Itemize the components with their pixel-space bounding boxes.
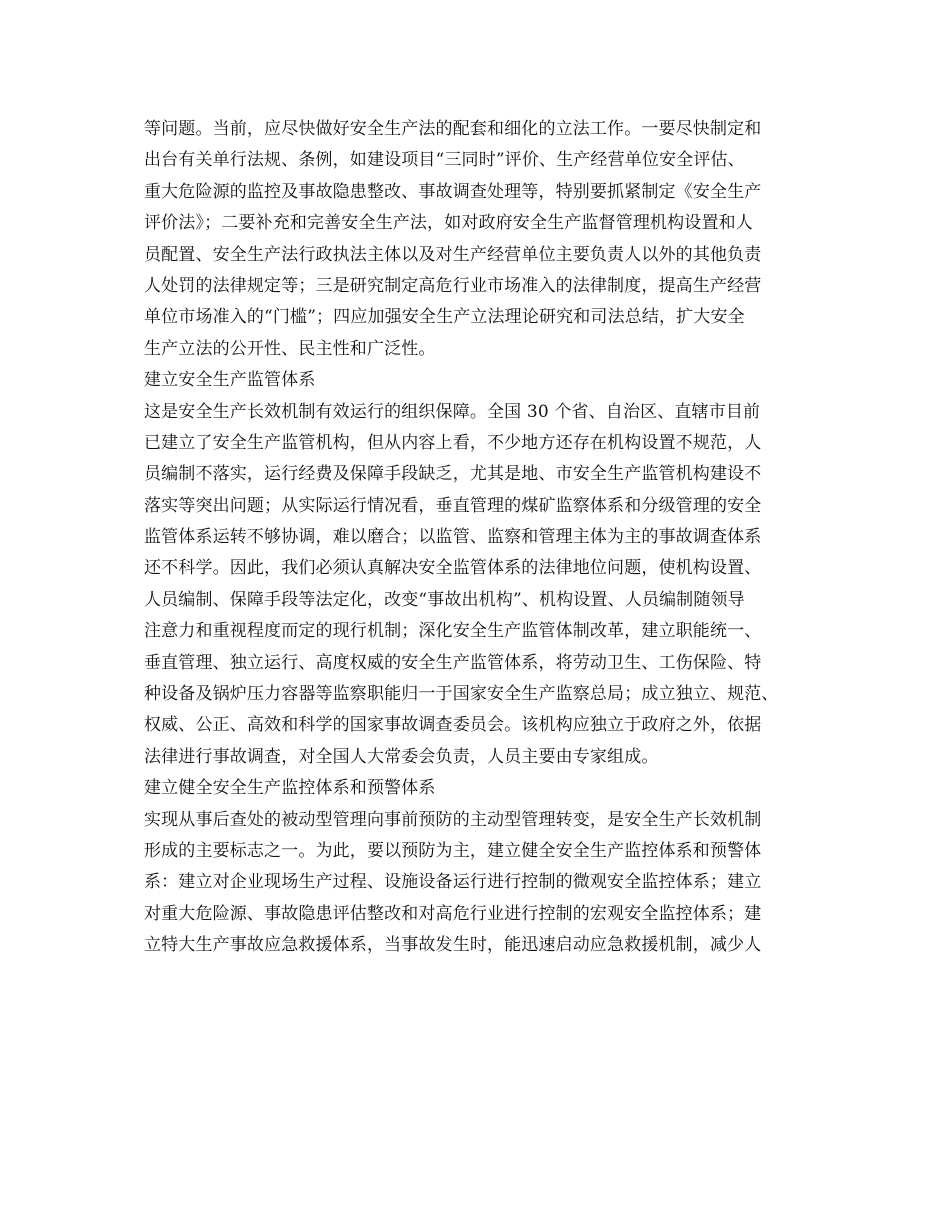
- text-line: 生产立法的公开性、民主性和广泛性。: [144, 338, 436, 359]
- document-body: [144, 114, 824, 962]
- text-line: 形成的主要标志之一。为此，要以预防为主，建立健全安全生产监控体系和预警体: [144, 840, 762, 861]
- section-heading: 建立健全安全生产监控体系和预警体系: [144, 778, 436, 799]
- text-line: 人员编制、保障手段等法定化，改变“事故出机构”、机构设置、人员编制随领导: [144, 589, 745, 610]
- text-line: 落实等突出问题；从实际运行情况看，垂直管理的煤矿监察体系和分级管理的安全: [144, 495, 762, 516]
- text-line: 权威、公正、高效和科学的国家事故调查委员会。该机构应独立于政府之外，依据: [144, 715, 762, 736]
- text-line: 监管体系运转不够协调，难以磨合；以监管、监察和管理主体为主的事故调查体系: [144, 527, 762, 548]
- text-line: 单位市场准入的“门槛”；四应加强安全生产立法理论研究和司法总结，扩大安全: [144, 307, 745, 328]
- text-line: 员编制不落实，运行经费及保障手段缺乏，尤其是地、市安全生产监管机构建设不: [144, 464, 762, 485]
- text-line: 员配置、安全生产法行政执法主体以及对生产经营单位主要负责人以外的其他负责: [144, 244, 762, 265]
- text-line: 实现从事后查处的被动型管理向事前预防的主动型管理转变，是安全生产长效机制: [144, 809, 762, 830]
- text-line: 重大危险源的监控及事故隐患整改、事故调查处理等，特别要抓紧制定《安全生产: [144, 181, 762, 202]
- text-line: 还不科学。因此，我们必须认真解决安全监管体系的法律地位问题，使机构设置、: [144, 558, 762, 579]
- text-line: 已建立了安全生产监管机构，但从内容上看，不少地方还存在机构设置不规范，人: [144, 432, 762, 453]
- text-line: 等问题。当前，应尽快做好安全生产法的配套和细化的立法工作。一要尽快制定和: [144, 119, 762, 139]
- text-line: 法律进行事故调查，对全国人大常委会负责，人员主要由专家组成。: [144, 746, 659, 767]
- text-line: 这是安全生产长效机制有效运行的组织保障。全国 30 个省、自治区、直辖市目前: [144, 401, 761, 422]
- text-line: 出台有关单行法规、条例，如建设项目“三同时”评价、生产经营单位安全评估、: [144, 150, 745, 171]
- text-line: 注意力和重视程度而定的现行机制；深化安全生产监管体制改革，建立职能统一、: [144, 621, 762, 642]
- text-line: 立特大生产事故应急救援体系，当事故发生时，能迅速启动应急救援机制，减少人: [144, 935, 762, 956]
- text-line: 评价法》；二要补充和完善安全生产法，如对政府安全生产监督管理机构设置和人: [144, 213, 753, 234]
- text-line: 系：建立对企业现场生产过程、设施设备运行进行控制的微观安全监控体系；建立: [144, 872, 762, 893]
- text-line: 对重大危险源、事故隐患评估整改和对高危行业进行控制的宏观安全监控体系；建: [144, 903, 762, 924]
- text-line: 人处罚的法律规定等；三是研究制定高危行业市场准入的法律制度，提高生产经营: [144, 275, 762, 296]
- text-line: 垂直管理、独立运行、高度权威的安全生产监管体系，将劳动卫生、工伤保险、特: [144, 652, 762, 673]
- section-heading: 建立安全生产监管体系: [144, 370, 316, 391]
- text-line: 种设备及锅炉压力容器等监察职能归一于国家安全生产监察总局；成立独立、规范、: [144, 684, 779, 705]
